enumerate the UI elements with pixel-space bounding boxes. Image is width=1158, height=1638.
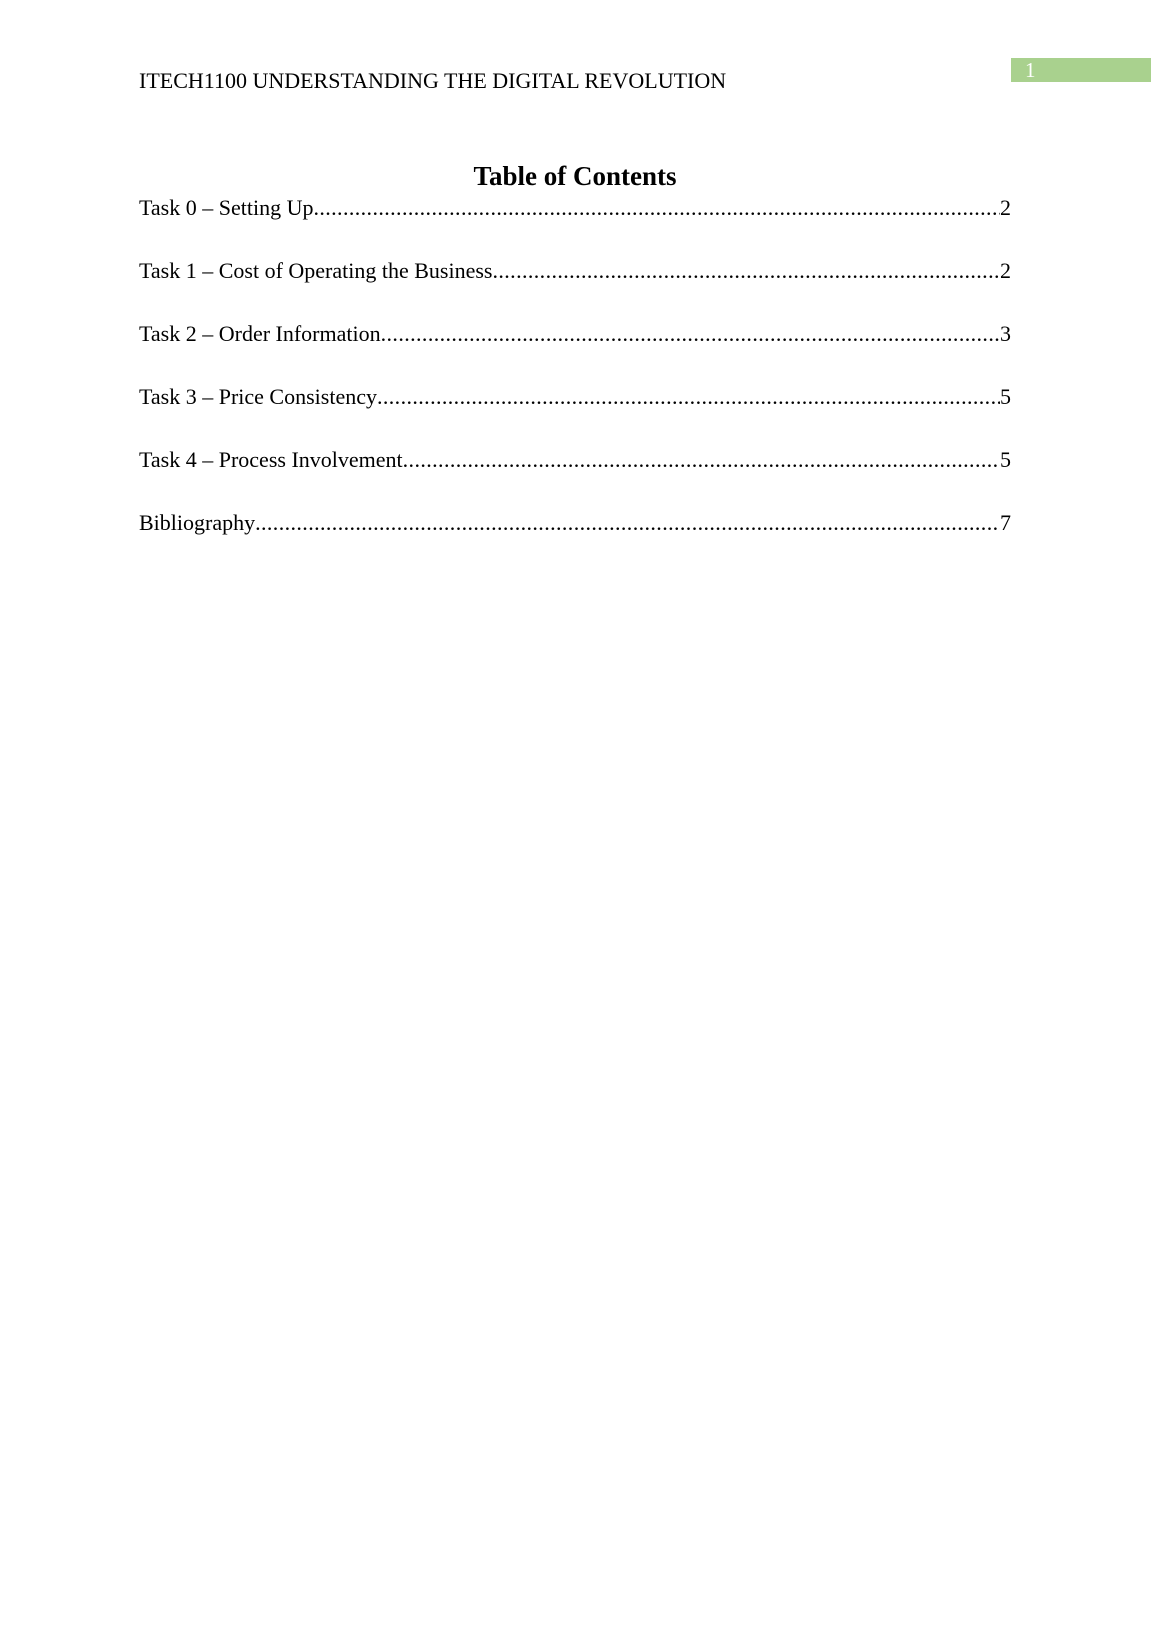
toc-entry-page: 7 bbox=[1000, 510, 1011, 535]
toc-entry-label: Task 1 – Cost of Operating the Business bbox=[139, 258, 493, 283]
toc-entry-task-0[interactable] bbox=[139, 193, 1011, 256]
toc-entry-label: Task 4 – Process Involvement bbox=[139, 447, 403, 472]
toc-entry-task-1[interactable] bbox=[139, 256, 1011, 319]
toc-dot-leader bbox=[381, 319, 1000, 349]
toc-entry-page: 3 bbox=[1000, 321, 1011, 346]
toc-entry-task-2[interactable] bbox=[139, 319, 1011, 382]
page-number: 1 bbox=[1025, 58, 1036, 82]
toc-entry-page: 5 bbox=[1000, 447, 1011, 472]
toc-dot-leader bbox=[255, 508, 1000, 538]
table-of-contents bbox=[139, 193, 1011, 571]
toc-entry-task-3[interactable] bbox=[139, 382, 1011, 445]
toc-dot-leader bbox=[313, 193, 1000, 223]
toc-entry-label: Task 3 – Price Consistency bbox=[139, 384, 377, 409]
toc-entry-label: Task 0 – Setting Up bbox=[139, 195, 314, 220]
toc-entry-label: Bibliography bbox=[139, 510, 256, 535]
toc-entry-page: 2 bbox=[1000, 195, 1011, 220]
toc-entry-page: 2 bbox=[1000, 258, 1011, 283]
toc-heading: Table of Contents bbox=[473, 161, 677, 191]
toc-entry-label: Task 2 – Order Information bbox=[139, 321, 381, 346]
toc-entry-page: 5 bbox=[1000, 384, 1011, 409]
toc-dot-leader bbox=[403, 445, 1000, 475]
page-number-badge bbox=[1011, 58, 1151, 82]
toc-dot-leader bbox=[492, 256, 1000, 286]
toc-entry-task-4[interactable] bbox=[139, 445, 1011, 508]
toc-dot-leader bbox=[377, 382, 1000, 412]
running-header-title: ITECH1100 UNDERSTANDING THE DIGITAL REVOLUTION bbox=[139, 68, 727, 93]
toc-entry-bibliography[interactable] bbox=[139, 508, 1011, 571]
